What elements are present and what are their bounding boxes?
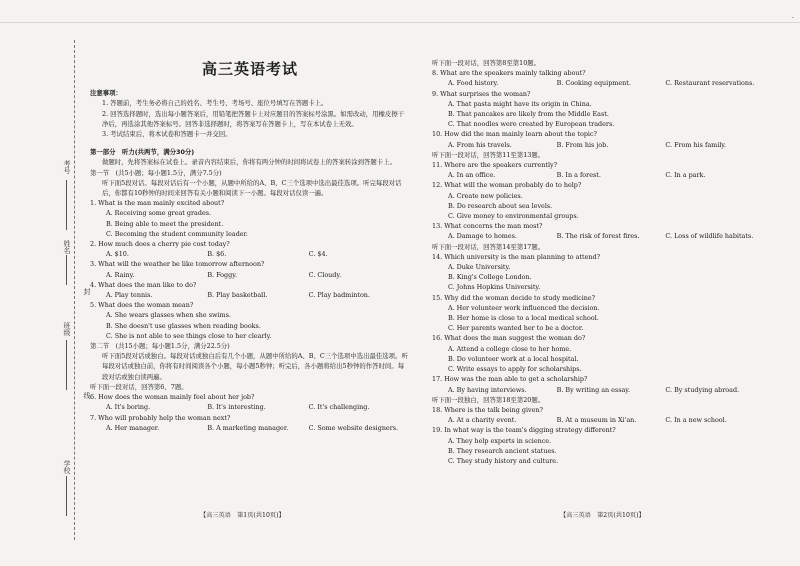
label-class: 班级 (63, 322, 71, 336)
section2-instructions: 听下面5段对话或独白。每段对话或独白后有几个小题，从题中所给的A、B、C三个选项中选出最佳选项。听每段对话或独白前，你将有时间阅读各个小题，每小题5秒钟；听完后，各小题将给出5秒钟的作答时间。每段对话或独白读两遍。 (102, 352, 408, 381)
option: C. $4. (308, 250, 328, 259)
options-row (90, 270, 410, 280)
question-12: 12. What will the woman probably do to help? (432, 181, 582, 190)
option: B. That pancakes are likely from the Middle East. (448, 110, 609, 119)
option: A. It's boring. (106, 403, 151, 412)
option: C. In a park. (665, 171, 706, 180)
options-row (90, 423, 410, 433)
options-row (432, 78, 774, 88)
option: A. She wears glasses when she swims. (106, 311, 231, 320)
option: A. They help experts in science. (448, 436, 552, 445)
options-row (90, 290, 410, 300)
question-19: 19. In what way is the team's digging strategy different? (432, 426, 616, 435)
options-row (432, 170, 774, 180)
section1-instructions: 听下面5段对话。每段对话后有一个小题，从题中所给的A、B、C三个选项中选出最佳选项。听完每段对话后，你都有10秒钟的时间来回答有关小题和阅读下一小题。每段对话仅读一遍。 (102, 178, 402, 198)
question-10: 10. How did the man mainly learn about the topic? (432, 130, 597, 139)
option: B. They research ancient statues. (448, 446, 557, 455)
option: A. Create new policies. (448, 191, 523, 200)
fill-line (66, 180, 67, 230)
note-3: 3. 考试结束后，将本试卷和答题卡一并交回。 (102, 130, 232, 139)
corner-mark: · (791, 14, 794, 22)
label-exam-number: 考号 (63, 160, 71, 174)
option: B. Do research about sea levels. (448, 201, 553, 210)
page-1-column (90, 0, 410, 433)
page-2-footer: 【高三英语 第2页(共10页)】 (560, 512, 645, 519)
option: A. That pasta might have its origin in China. (448, 99, 592, 108)
option: C. Write essays to apply for scholarships. (448, 365, 582, 374)
option: A. Her manager. (106, 423, 160, 432)
option: C. From his family. (665, 140, 727, 149)
option: B. From his job. (556, 140, 609, 149)
option: B. By writing an essay. (556, 385, 631, 394)
fill-line (66, 340, 67, 390)
option: C. Cloudy. (308, 270, 342, 279)
lead-in: 听下面一段对话，回答第8至第10题。 (432, 59, 541, 67)
option: A. Damage to homes. (448, 232, 517, 241)
question-18: 18. Where is the talk being given? (432, 405, 543, 414)
cut-line (74, 40, 75, 540)
option: B. At a museum in Xi'an. (556, 416, 637, 425)
label-name: 姓名 (63, 240, 71, 254)
options-row (432, 415, 774, 425)
page-2-column (432, 58, 774, 466)
section1-heading: 第一节 (共5小题；每小题1.5分，满分7.5分) (90, 168, 222, 177)
question-16: 16. What does the man suggest the woman do? (432, 334, 586, 343)
option: A. At a charity event. (448, 416, 517, 425)
note-2: 2. 回答选择题时，选出每小题答案后，用铅笔把答题卡上对应题目的答案标号涂黑。如需改动，用橡皮擦干净后，再选涂其他答案标号。回答非选择题时，将答案写在答题卡上，写在本试卷上无效。 (102, 109, 405, 128)
question-15: 15. Why did the woman decide to study medicine? (432, 293, 596, 302)
option: A. Receiving some great grades. (106, 209, 212, 218)
question-6: 6. How does the woman mainly feel about her job? (90, 393, 255, 402)
option: C. Play badminton. (308, 291, 370, 300)
label-school: 学校 (63, 460, 71, 474)
option: C. Johns Hopkins University. (448, 283, 541, 292)
page-1-footer: 【高三英语 第1页(共10页)】 (200, 512, 285, 519)
option: C. In a new school. (665, 416, 727, 425)
notes-heading: 注意事项： (90, 89, 122, 98)
fill-line (66, 255, 67, 285)
option: C. Give money to environmental groups. (448, 212, 579, 221)
option: C. Loss of wildlife habitats. (665, 232, 754, 241)
binding-margin (0, 0, 91, 566)
option: B. $6. (207, 250, 227, 259)
option: A. $10. (106, 250, 129, 259)
option: A. Her volunteer work influenced the decision. (448, 303, 600, 312)
options-row (432, 140, 774, 150)
option: B. Her home is close to a local medical school. (448, 314, 599, 323)
question-7: 7. Who will probably help the woman next? (90, 413, 231, 422)
option: C. They study history and culture. (448, 456, 559, 465)
option: B. Play basketball. (207, 291, 268, 300)
option: B. The risk of forest fires. (556, 232, 640, 241)
option: B. In a forest. (556, 171, 601, 180)
option: C. It's challenging. (308, 403, 370, 412)
lead-in: 听下面一段对话，回答第14至第17题。 (432, 242, 545, 251)
lead-in: 听下面一段对话，回答第11至第13题。 (432, 150, 545, 159)
exam-title: 高三英语考试 (201, 60, 298, 78)
section2-heading: 第二节 (共15小题；每小题1.5分，满分22.5分) (90, 342, 230, 351)
question-17: 17. How was the man able to get a scholarship? (432, 375, 588, 384)
option: B. A marketing manager. (207, 423, 289, 432)
options-row (90, 249, 410, 259)
option: C. Some website designers. (308, 423, 399, 432)
question-1: 1. What is the man mainly excited about? (90, 199, 225, 208)
option: A. By having interviews. (448, 385, 527, 394)
label-seal: 封 (83, 288, 91, 295)
label-line: 线 (83, 392, 91, 399)
option: C. Becoming the student community leader. (106, 229, 248, 238)
option: C. That noodles were created by European traders. (448, 120, 615, 129)
option: A. Food history. (448, 79, 499, 88)
note-1: 1. 答题前，考生务必将自己的姓名、考生号、考场号、座位号填写在答题卡上。 (102, 99, 328, 108)
question-4: 4. What does the man like to do? (90, 280, 197, 289)
option: B. Being able to meet the president. (106, 219, 224, 228)
part1-instructions: 做题时，先将答案标在试卷上。录音内容结束后，你将有两分钟的时间将试卷上的答案转涂到答题卡上。 (102, 158, 396, 167)
option: B. Do volunteer work at a local hospital. (448, 354, 579, 363)
options-row (432, 385, 774, 395)
question-8: 8. What are the speakers mainly talking about? (432, 69, 586, 78)
question-13: 13. What concerns the man most? (432, 222, 543, 231)
lead-in: 听下面一段对话，回答第6、7题。 (90, 382, 188, 391)
option: A. Play tennis. (106, 291, 153, 300)
option: B. Cooking equipment. (556, 79, 631, 88)
question-9: 9. What surprises the woman? (432, 89, 531, 98)
option: A. Rainy. (106, 270, 135, 279)
option: B. Foggy. (207, 270, 237, 279)
question-5: 5. What does the woman mean? (90, 301, 194, 310)
question-11: 11. Where are the speakers currently? (432, 161, 558, 170)
question-2: 2. How much does a cherry pie cost today? (90, 240, 230, 249)
options-row (90, 402, 410, 412)
option: C. Her parents wanted her to be a doctor. (448, 324, 584, 333)
option: A. From his travels. (448, 140, 512, 149)
fill-line (66, 476, 67, 516)
options-row (432, 231, 774, 241)
option: C. By studying abroad. (665, 385, 740, 394)
option: A. Duke University. (448, 263, 511, 272)
option: C. Restaurant reservations. (665, 79, 755, 88)
question-3: 3. What will the weather be like tomorrow afternoon? (90, 260, 265, 269)
option: B. King's College London. (448, 273, 532, 282)
lead-in: 听下面一段独白，回答第18至第20题。 (432, 395, 545, 404)
part1-heading: 第一部分 听力(共两节，满分30分) (90, 148, 195, 157)
option: B. It's interesting. (207, 403, 266, 412)
option: A. In an office. (448, 171, 496, 180)
option: B. She doesn't use glasses when reading books. (106, 321, 261, 330)
question-14: 14. Which university is the man planning to attend? (432, 252, 601, 261)
option: A. Attend a college close to her home. (448, 344, 572, 353)
option: C. She is not able to see things close to her clearly. (106, 331, 272, 340)
